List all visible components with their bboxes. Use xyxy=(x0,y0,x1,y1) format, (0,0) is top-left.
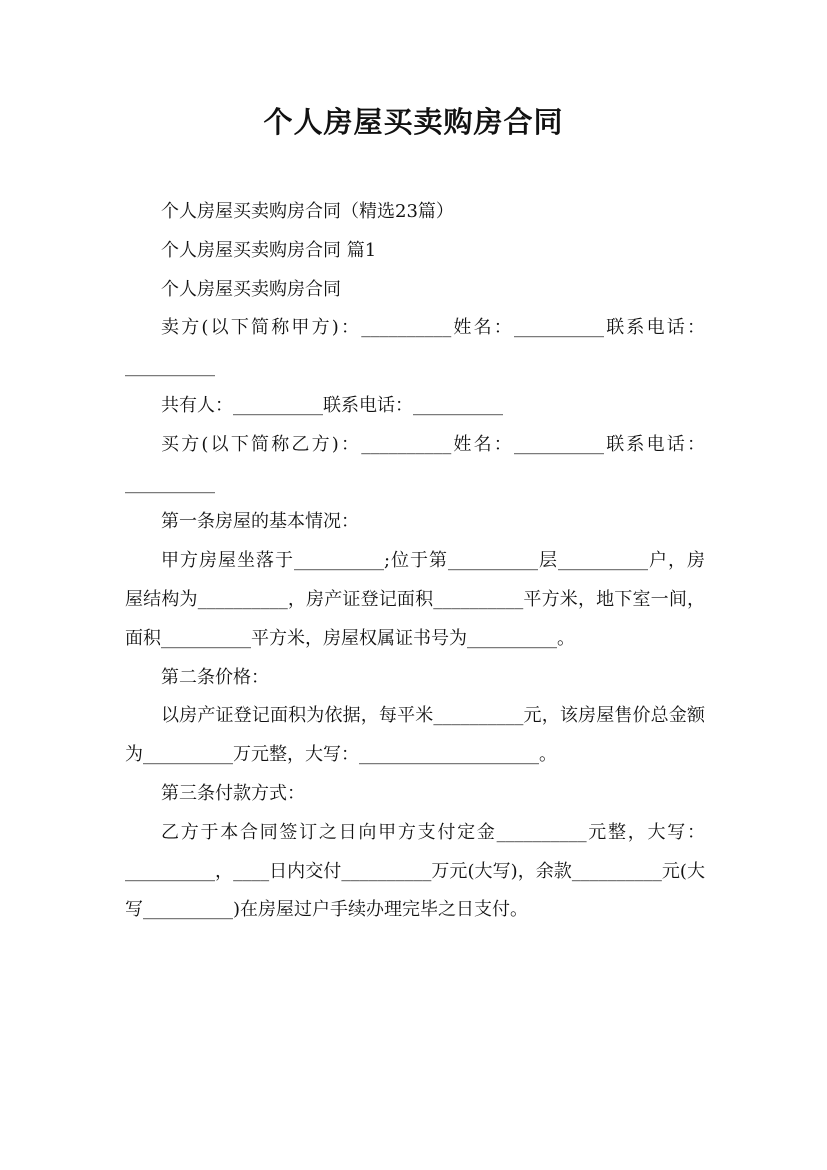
paragraph-clause-2-body: 以房产证登记面积为依据，每平米__________元，该房屋售价总金额为__________万元整，大写：____________________。 xyxy=(125,705,705,766)
paragraph-buyer: 买方(以下简称乙方)：__________姓名：__________联系电话：__________ xyxy=(125,433,705,494)
document-title: 个人房屋买卖购房合同 xyxy=(263,105,564,139)
paragraph-article-heading: 个人房屋买卖购房合同 篇1 xyxy=(161,239,377,261)
paragraph-clause-1-body: 甲方房屋坐落于__________;位于第__________层__________户，房屋结构为__________，房产证登记面积__________平方米，地下室一间，面积__________平方米，房屋权属证书号为__________。 xyxy=(125,550,705,649)
paragraph-co-owner: 共有人：__________联系电话：__________ xyxy=(161,394,503,416)
paragraph-clause-2-heading: 第二条价格： xyxy=(161,666,269,688)
document-body xyxy=(125,193,705,930)
paragraph-clause-3-heading: 第三条付款方式： xyxy=(161,782,305,804)
paragraph-seller: 卖方(以下简称甲方)：__________姓名：__________联系电话：__________ xyxy=(125,317,705,378)
paragraph-contract-name: 个人房屋买卖购房合同 xyxy=(161,278,341,300)
paragraph-collection-title: 个人房屋买卖购房合同（精选23篇） xyxy=(161,201,454,222)
paragraph-clause-3-body: 乙方于本合同签订之日向甲方支付定金__________元整，大写：__________，____日内交付__________万元(大写)，余款__________元(大写__________)在房屋过户手续办理完毕之日支付。 xyxy=(125,821,705,921)
paragraph-clause-1-heading: 第一条房屋的基本情况： xyxy=(161,511,359,533)
